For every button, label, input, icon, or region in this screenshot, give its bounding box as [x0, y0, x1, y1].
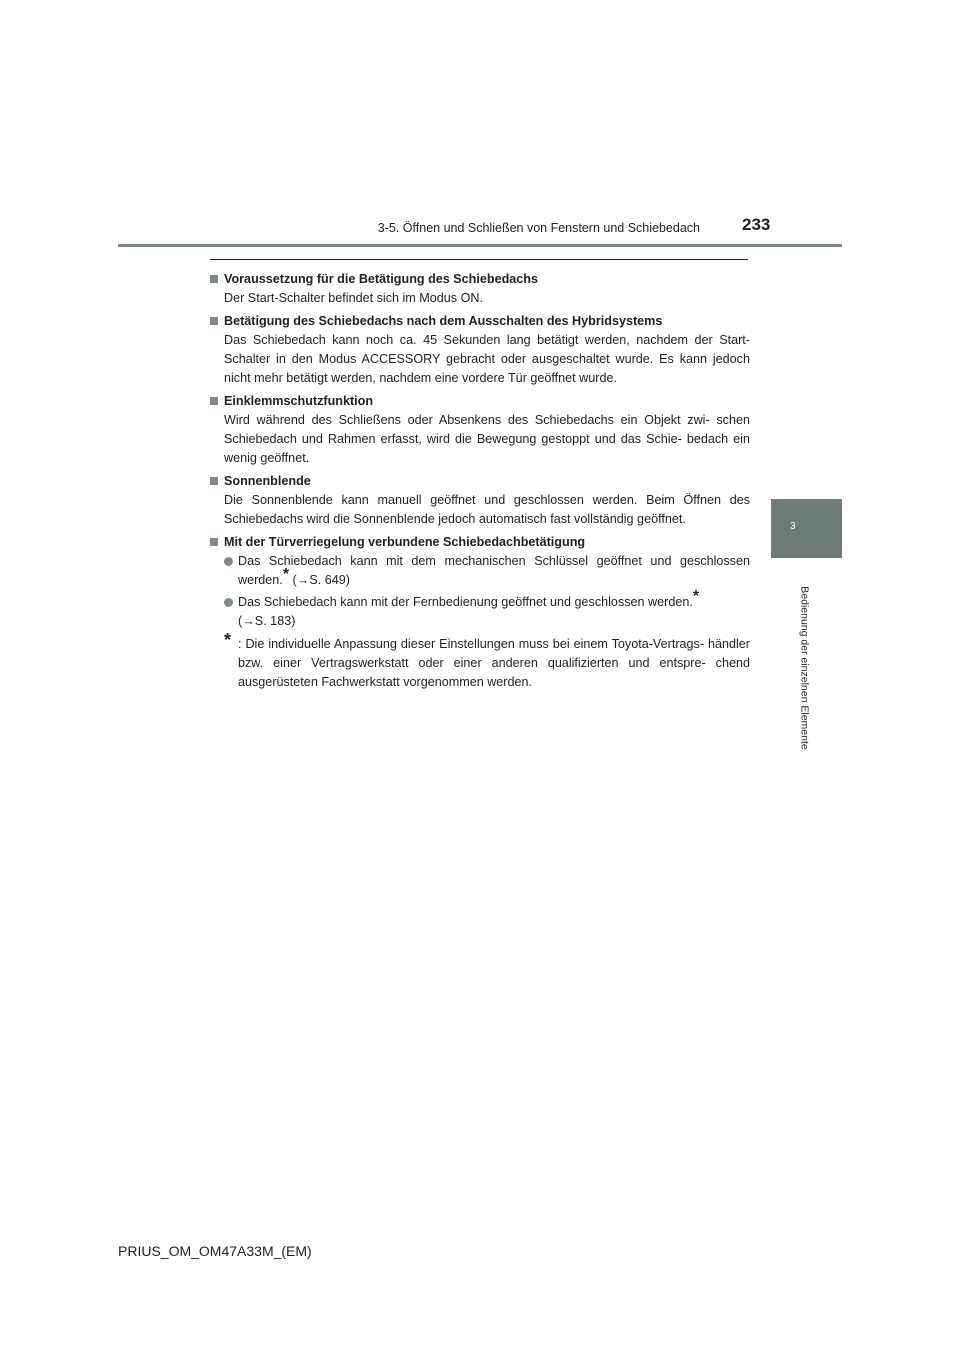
bullet-item: Das Schiebedach kann mit dem mechanischen Schlüssel geöffnet und geschlossen werden.* (→S. 649) [210, 552, 750, 590]
side-tab-number: 3 [790, 521, 796, 532]
content [210, 270, 750, 692]
footer-code: PRIUS_OM_OM47A33M_(EM) [118, 1243, 312, 1259]
section-title: Voraussetzung für die Betätigung des Schiebedachs [210, 270, 750, 289]
round-bullet-icon [224, 598, 233, 607]
side-tab-label [798, 566, 812, 770]
section [210, 533, 750, 631]
footnote-asterisk: * [224, 630, 232, 650]
section-body: Die Sonnenblende kann manuell geöffnet und geschlossen werden. Beim Öffnen des Schiebedachs wird die Sonnenblende jedoch automatisch fast vollständig geöffnet. [224, 493, 750, 526]
square-bullet-icon [210, 275, 218, 283]
content-rule [210, 259, 748, 260]
page-number: 233 [742, 215, 771, 234]
square-bullet-icon [210, 317, 218, 325]
square-bullet-icon [210, 477, 218, 485]
chapter-title: 3-5. Öffnen und Schließen von Fenstern und Schiebedach [377, 221, 700, 235]
section-title: Einklemmschutzfunktion [210, 392, 750, 411]
section-body: Wird während des Schließens oder Absenkens des Schiebedachs ein Objekt zwi- schen Schiebedach und Rahmen erfasst, wird die Bewegung gestoppt und das Schie- bedach ein wenig geöffnet. [224, 413, 750, 465]
section [210, 270, 750, 308]
header-rule [118, 244, 842, 247]
section [210, 472, 750, 529]
page-reference: (→S. 649) [289, 573, 350, 587]
side-tab [771, 499, 842, 558]
bullet-item: Das Schiebedach kann mit der Fernbedienung geöffnet und geschlossen werden.* (→S. 183) [210, 593, 750, 631]
section-title: Betätigung des Schiebedachs nach dem Ausschalten des Hybridsystems [210, 312, 750, 331]
round-bullet-icon [224, 557, 233, 566]
section [210, 392, 750, 468]
section-title: Sonnenblende [210, 472, 750, 491]
section [210, 312, 750, 388]
side-tab-label-text: Bedienung der einzelnen Elemente [799, 586, 812, 750]
section-body: Der Start-Schalter befindet sich im Modus ON. [224, 291, 483, 305]
square-bullet-icon [210, 538, 218, 546]
page-reference: (→S. 183) [238, 614, 296, 628]
section-title: Mit der Türverriegelung verbundene Schiebedachbetätigung [210, 533, 750, 552]
footnote: * : Die individuelle Anpassung dieser Einstellungen muss bei einem Toyota-Vertrags- händler bzw. einer Vertragswerkstatt oder einer anderen qualifizierten und entspre- chend ausgerüsteten Fachwerkstatt vorgenommen werden. [224, 630, 750, 689]
asterisk-mark: * [692, 588, 700, 605]
asterisk-mark: * [282, 566, 290, 583]
section-body: Das Schiebedach kann noch ca. 45 Sekunden lang betätigt werden, nachdem der Start-Schalter in den Modus ACCESSORY gebracht oder ausgeschaltet wurde. Es kann jedoch nicht mehr betätigt werden, nachdem eine vordere Tür geöffnet wurde. [224, 333, 750, 385]
square-bullet-icon [210, 397, 218, 405]
